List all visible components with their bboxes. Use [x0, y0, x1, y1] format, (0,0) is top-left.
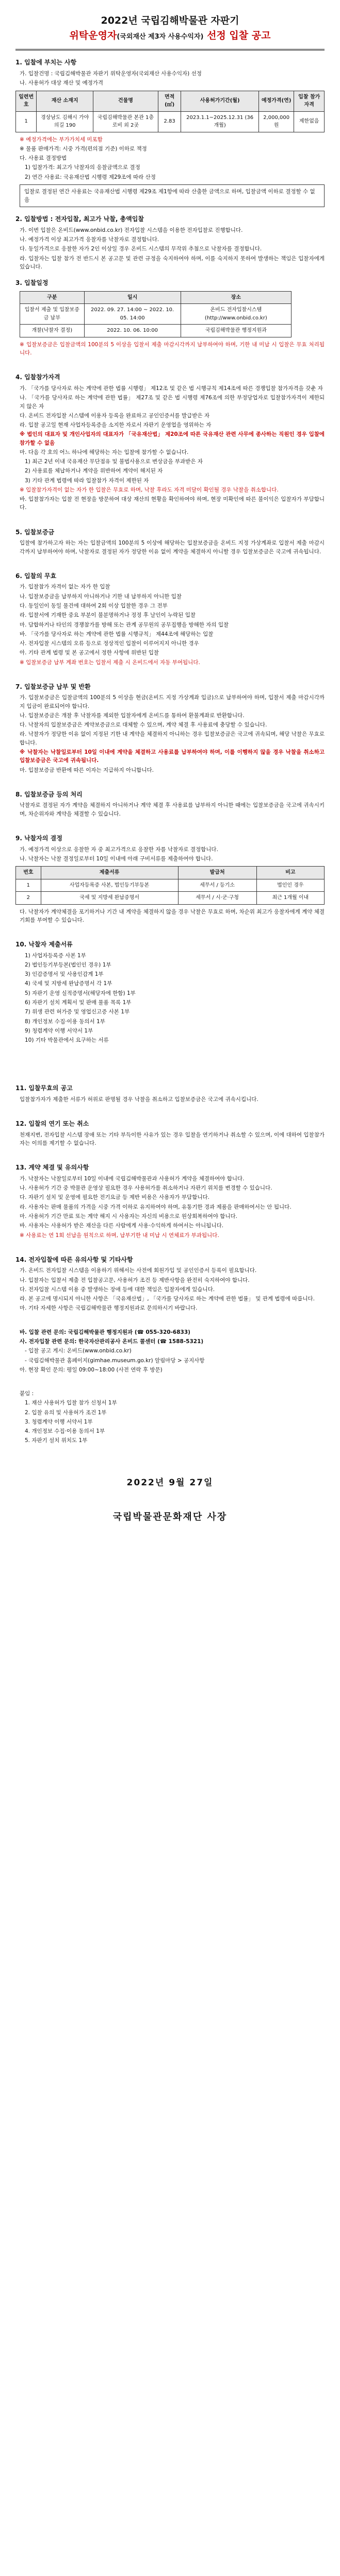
s13-item: 바. 사용자는 사용허가 받은 재산을 다른 사람에게 사용·수익하게 하여서는 아니됩니다.	[20, 1223, 224, 1229]
th-period: 사용허가기간(월)	[181, 91, 259, 111]
th: 제출서류	[41, 867, 178, 879]
title-line2	[15, 29, 325, 42]
s1-p2: 나. 사용허가 대상 재산 및 예정가격	[20, 80, 104, 87]
section-10	[15, 940, 325, 1044]
s1-p1: 가. 입찰건명 : 국립김해박물관 자판기 위탁운영자(국외재산 사용수익자) 선정	[20, 70, 202, 77]
s1-box: 입찰로 결정된 연간 사용료는 국유재산법 시행령 제29조 제1항에 따라 산출한 금액으로 하며, 입찰금액 이하로 결정할 수 없음	[20, 184, 325, 208]
section-1-heading: 1. 입찰에 부치는 사항	[15, 59, 77, 66]
s15-sub: - 국립김해박물관 홈페이지(gimhae.museum.go.kr) 알림마당 > 공지사항	[25, 1357, 205, 1364]
s4-red2: ※ 입찰참가자격이 없는 자가 한 입찰은 무효로 하며, 낙찰 후라도 자격 미달이 확인될 경우 낙찰을 취소합니다.	[20, 486, 279, 493]
section-12-heading: 12. 입찰의 연기 또는 취소	[15, 1120, 89, 1128]
th: 구분	[20, 291, 85, 304]
s4-red-note: ※ 법인의 대표자 및 개인사업자의 대표자가 「국유재산법」 제20조에 따른 국유재산 관련 사무에 종사하는 직원인 경우 입찰에 참가할 수 없음	[20, 431, 325, 446]
s6-item: 다. 동일인이 동일 물건에 대하여 2회 이상 입찰한 경우 그 전부	[20, 602, 168, 609]
s4-item: 라. 입찰 공고일 현재 사업자등록증을 소지한 자로서 자판기 운영업을 영위하는 자	[20, 422, 212, 429]
documents-table	[15, 866, 325, 905]
s6-red: ※ 입찰보증금 납부 계좌 번호는 입찰서 제출 시 온비드에서 자동 부여됩니다.	[20, 659, 200, 666]
section-15	[15, 1328, 325, 1374]
s4-list: 마. 다음 각 호의 어느 하나에 해당하는 자는 입찰에 참가할 수 없습니다.	[20, 449, 189, 455]
property-table	[15, 91, 325, 132]
cell: 국립김해박물관 행정지원과	[181, 325, 291, 337]
section-5	[15, 528, 325, 556]
s10-item: 10) 기타 박물관에서 요구하는 서류	[25, 1037, 109, 1044]
s14-item: 나. 입찰자는 입찰서 제출 전 입찰공고문, 사용허가 조건 등 제반사항을 완전히 숙지하여야 합니다.	[20, 1277, 250, 1283]
s13-item: 라. 사용자는 판매 물품의 가격을 시중 가격 이하로 유지하여야 하며, 유통기한 경과 제품을 판매하여서는 안 됩니다.	[20, 1204, 292, 1210]
s6-item: 나. 입찰보증금을 납부하지 아니하거나 기한 내 납부하지 아니한 입찰	[20, 593, 182, 600]
title-line2-a: 위탁운영자	[69, 29, 117, 41]
section-4	[15, 372, 325, 512]
cell: 2,000,000원	[258, 111, 294, 132]
s13-item: 나. 사용허가 기간 중 박물관 운영상 필요한 경우 사용허가를 취소하거나 자판기 위치를 변경할 수 있습니다.	[20, 1185, 272, 1192]
cell: 제한없음	[294, 111, 325, 132]
s10-item: 8) 개인정보 수집·이용 동의서 1부	[25, 1018, 105, 1025]
section-3	[15, 278, 325, 357]
s4-list: 2) 사용료를 체납하거나 계약을 위반하여 계약이 해지된 자	[25, 468, 163, 474]
s7-tail: 마. 입찰보증금 반환에 따른 이자는 지급하지 아니합니다.	[20, 767, 154, 773]
s7-item: 가. 입찰보증금은 입찰금액의 100분의 5 이상을 현금(온비드 지정 가상계좌 입금)으로 납부하여야 하며, 입찰서 제출 마감시각까지 입금이 완료되어야 합니다.	[20, 694, 325, 709]
section-13-heading: 13. 계약 체결 및 유의사항	[15, 1164, 89, 1172]
attachments	[15, 1389, 325, 1445]
cell: 1	[16, 111, 37, 132]
s9-item: 가. 예정가격 이상으로 응찰한 자 중 최고가격으로 응찰한 자를 낙찰자로 결정합니다.	[20, 846, 218, 853]
s1-note-0: ※ 예정가격에는 부가가치세 미포함	[20, 136, 103, 143]
s10-item: 4) 국세 및 지방세 완납증명서 각 1부	[25, 980, 112, 987]
table-row	[16, 892, 325, 905]
s15-item: 바. 입찰 관련 문의: 국립김해박물관 행정지원과 (☎ 055-320-6833)	[20, 1329, 190, 1335]
documents-header	[16, 867, 325, 879]
s14-item: 가. 온비드 전자입찰 시스템을 이용하기 위해서는 사전에 회원가입 및 공인인증서 등록이 필요합니다.	[20, 1267, 257, 1274]
s13-red: ※ 사용료는 연 1회 선납을 원칙으로 하며, 납부기한 내 미납 시 연체료가 부과됩니다.	[20, 1232, 219, 1239]
s10-item: 9) 청렴계약 이행 서약서 1부	[25, 1027, 93, 1034]
attachments-intro: 붙임 :	[20, 1391, 34, 1397]
th-area: 면적(㎡)	[158, 91, 181, 111]
section-11-heading: 11. 입찰무효의 공고	[15, 1084, 73, 1092]
s15-sub: - 입찰 공고 게시: 온비드(www.onbid.co.kr)	[25, 1348, 132, 1354]
s1-note-3: 1) 입찰가격: 최고가 낙찰자의 응찰금액으로 결정	[25, 164, 140, 171]
cell: 사업자등록증 사본, 법인등기부등본	[41, 879, 178, 892]
section-11	[15, 1083, 325, 1104]
s14-item: 마. 기타 자세한 사항은 국립김해박물관 행정지원과로 문의하시기 바랍니다.	[20, 1305, 198, 1312]
cell: 2	[16, 892, 41, 905]
s3-note: ※ 입찰보증금은 입찰금액의 100분의 5 이상을 입찰서 제출 마감시각까지 납부하여야 하며, 기한 내 미납 시 입찰은 무효 처리됩니다.	[20, 341, 325, 357]
cell: 1	[16, 879, 41, 892]
section-10-heading: 10. 낙찰자 제출서류	[15, 941, 73, 948]
s12-body: 천재지변, 전자입찰 시스템 장애 또는 기타 부득이한 사유가 있는 경우 입찰을 연기하거나 취소할 수 있으며, 이에 대하여 입찰참가자는 이의를 제기할 수 없습니다.	[20, 1131, 325, 1147]
attachment-item: 2. 입찰 유의 및 사용허가 조건 1부	[25, 1409, 107, 1416]
th-eligibility: 입찰 참가 자격	[294, 91, 325, 111]
s13-item: 가. 낙찰자는 낙찰일로부터 10일 이내에 국립김해박물관과 사용허가 계약을 체결하여야 합니다.	[20, 1175, 245, 1182]
s2-item: 가. 이번 입찰은 온비드(www.onbid.co.kr) 전자입찰 시스템을 이용한 전자입찰로 진행합니다.	[20, 227, 243, 233]
cell: 국세 및 지방세 완납증명서	[41, 892, 178, 905]
attachment-item: 1. 재산 사용허가 입찰 참가 신청서 1부	[25, 1400, 117, 1406]
section-5-heading: 5. 입찰보증금	[15, 528, 55, 536]
section-9-heading: 9. 낙찰자의 결정	[15, 834, 62, 842]
cell: 법인인 경우	[256, 879, 324, 892]
section-3-heading: 3. 입찰일정	[15, 279, 48, 287]
s9-item: 나. 낙찰자는 낙찰 결정일로부터 10일 이내에 아래 구비서류를 제출하여야 합니다.	[20, 855, 213, 862]
section-14	[15, 1255, 325, 1313]
property-table-header	[16, 91, 325, 111]
th: 발급처	[178, 867, 256, 879]
section-8	[15, 790, 325, 818]
s6-item: 아. 기타 관계 법령 및 본 공고에서 정한 사항에 위반된 입찰	[20, 650, 159, 656]
s4-list: 3) 기타 관계 법령에 따라 입찰참가 자격이 제한된 자	[25, 477, 149, 484]
s15-item: 사. 전자입찰 관련 문의: 한국자산관리공사 온비드 콜센터 (☎ 1588-5321)	[20, 1338, 204, 1345]
s4-item: 가. 「국가를 당사자로 하는 계약에 관한 법률 시행령」 제12조 및 같은 법 시행규칙 제14조에 따른 경쟁입찰 참가자격을 갖춘 자	[20, 385, 323, 392]
section-13	[15, 1163, 325, 1239]
s6-item: 마. 담합하거나 타인의 경쟁참가를 방해 또는 관계 공무원의 공무집행을 방해한 자의 입찰	[20, 621, 229, 628]
s1-note-2: 다. 사용료 결정방법	[20, 155, 67, 162]
s2-item: 나. 예정가격 이상 최고가격 응찰자를 낙찰자로 결정합니다.	[20, 236, 159, 243]
schedule-header	[20, 291, 292, 304]
section-6	[15, 571, 325, 667]
cell: 세무서 / 등기소	[178, 879, 256, 892]
table-row	[20, 304, 292, 325]
s10-item: 3) 인감증명서 및 사용인감계 1부	[25, 971, 104, 978]
s6-item: 바. 「국가를 당사자로 하는 계약에 관한 법률 시행규칙」 제44조에 해당하는 입찰	[20, 631, 214, 637]
s8-body: 낙찰자로 결정된 자가 계약을 체결하지 아니하거나 계약 체결 후 사용료를 납부하지 아니한 때에는 입찰보증금을 국고에 귀속시키며, 차순위자와 계약을 체결할 수 있습니다.	[20, 802, 325, 817]
s2-item: 다. 동일가격으로 응찰한 자가 2인 이상일 경우 온비드 시스템의 무작위 추첨으로 낙찰자를 결정합니다.	[20, 246, 262, 252]
s1-note-1: ※ 물품 판매가격: 시중 가격(편의점 기준) 이하로 책정	[20, 145, 147, 152]
s13-item: 다. 자판기 설치 및 운영에 필요한 전기요금 등 제반 비용은 사용자가 부담합니다.	[20, 1194, 209, 1201]
s15-item: 아. 현장 확인 문의: 평일 09:00~18:00 (사전 연락 후 방문)	[20, 1366, 163, 1373]
section-8-heading: 8. 입찰보증금 등의 처리	[15, 790, 83, 798]
section-7-heading: 7. 입찰보증금 납부 및 반환	[15, 683, 91, 690]
cell: 2.83	[158, 111, 181, 132]
th: 일시	[84, 291, 181, 304]
cell: 2023.1.1~2025.12.31 (36개월)	[181, 111, 259, 132]
s4-list: 1) 최근 2년 이내 국유재산 무단점유 및 불법사용으로 변상금을 부과받은 자	[25, 459, 203, 465]
th: 번호	[16, 867, 41, 879]
s4-item: 나. 「국가를 당사자로 하는 계약에 관한 법률」 제27조 및 같은 법 시행령 제76조에 의한 부정당업자로 입찰참가자격이 제한되지 않은 자	[20, 395, 325, 410]
th: 장소	[181, 291, 291, 304]
cell: 2022. 09. 27. 14:00 ~ 2022. 10. 05. 14:00	[84, 304, 181, 325]
th: 비고	[256, 867, 324, 879]
section-9	[15, 834, 325, 924]
s6-item: 가. 입찰참가 자격이 없는 자가 한 입찰	[20, 584, 110, 590]
s2-item: 라. 입찰자는 입찰 참가 전 반드시 본 공고문 및 관련 규정을 숙지하여야 하며, 이를 숙지하지 못하여 발생하는 책임은 입찰자에게 있습니다.	[20, 255, 325, 270]
s7-item: 나. 입찰보증금은 개찰 후 낙찰자를 제외한 입찰자에게 온비드를 통하여 환불계좌로 반환합니다.	[20, 712, 245, 719]
notice-title	[15, 0, 325, 42]
section-2	[15, 214, 325, 271]
s6-item: 사. 전자입찰 시스템의 오류 등으로 정상적인 입찰이 이루어지지 아니한 경우	[20, 640, 199, 647]
title-line2-b: (국외재산 제3자 사용수익자)	[117, 32, 204, 41]
cell: 입찰서 제출 및 입찰보증금 납부	[20, 304, 85, 325]
th-no: 일련번호	[16, 91, 37, 111]
s7-item: 다. 낙찰자의 입찰보증금은 계약보증금으로 대체할 수 있으며, 계약 체결 후 사용료에 충당할 수 있습니다.	[20, 722, 267, 728]
s5-body: 입찰에 참가하고자 하는 자는 입찰금액의 100분의 5 이상에 해당하는 입찰보증금을 온비드 지정 가상계좌로 입찰서 제출 마감시각까지 납부하여야 하며, 낙찰자로 결정된 자가 정당한 이유 없이 계약을 체결하지 아니할 경우 입찰보증금은 국고에 귀속됩니다.	[20, 540, 325, 555]
section-14-heading: 14. 전자입찰에 따른 유의사항 및 기타사항	[15, 1256, 133, 1263]
cell: 세무서 / 시·군·구청	[178, 892, 256, 905]
s10-item: 7) 위생 관련 허가증 및 영업신고증 사본 1부	[25, 1009, 130, 1015]
table-row	[16, 879, 325, 892]
title-line2-c: 선정 입찰 공고	[207, 29, 271, 41]
notice-signer: 국립박물관문화재단 사장	[112, 1511, 228, 1522]
cell: 2022. 10. 06. 10:00	[84, 325, 181, 337]
s1-note-4: 2) 연간 사용료: 국유재산법 시행령 제29조에 따라 산정	[25, 174, 156, 180]
section-4-heading: 4. 입찰참가자격	[15, 374, 60, 381]
s11-body: 입찰참가자가 제출한 서류가 허위로 판명될 경우 낙찰을 취소하고 입찰보증금은 국고에 귀속시킵니다.	[20, 1096, 258, 1103]
s10-item: 5) 자판기 운영 실적증명서(해당자에 한함) 1부	[25, 990, 136, 996]
section-2-heading: 2. 입찰방법 : 전자입찰, 최고가 낙찰, 총액입찰	[15, 215, 144, 223]
s6-item: 라. 입찰서에 기재한 중요 부분이 불분명하거나 정정 후 날인이 누락된 입찰	[20, 612, 196, 619]
attachment-item: 5. 자판기 설치 위치도 1부	[25, 1437, 88, 1444]
s10-item: 2) 법인등기부등본(법인인 경우) 1부	[25, 961, 111, 968]
title-divider	[15, 49, 325, 50]
cell: 개찰(낙찰자 결정)	[20, 325, 85, 337]
s13-item: 마. 사용허가 기간 만료 또는 계약 해지 시 사용자는 자신의 비용으로 원상회복하여야 합니다.	[20, 1213, 238, 1219]
s14-item: 라. 본 공고에 명시되지 아니한 사항은 「국유재산법」, 「국가를 당사자로 하는 계약에 관한 법률」 및 관계 법령에 따릅니다.	[20, 1296, 315, 1302]
schedule-table	[20, 291, 292, 337]
attachment-item: 4. 개인정보 수집·이용 동의서 1부	[25, 1428, 105, 1435]
s4-tail: 바. 입찰참가자는 입찰 전 현장을 방문하여 대상 재산의 현황을 확인하여야 하며, 현장 미확인에 따른 불이익은 입찰자가 부담합니다.	[20, 496, 325, 511]
section-7	[15, 682, 325, 774]
cell: 경상남도 김해시 가야의길 190	[37, 111, 93, 132]
section-12	[15, 1119, 325, 1147]
cell: 최근 1개월 이내	[256, 892, 324, 905]
cell: 국립김해박물관 본관 1층 로비 외 2곳	[93, 111, 158, 132]
s10-item: 6) 자판기 설치 계획서 및 판매 물품 목록 1부	[25, 999, 132, 1006]
s7-red: ※ 낙찰자는 낙찰일로부터 10일 이내에 계약을 체결하고 사용료를 납부하여야 하며, 이를 이행하지 않을 경우 낙찰을 취소하고 입찰보증금은 국고에 귀속됩니다.	[20, 749, 325, 764]
attachment-item: 3. 청렴계약 이행 서약서 1부	[25, 1418, 93, 1425]
s9-note: 다. 낙찰자가 계약체결을 포기하거나 기간 내 계약을 체결하지 않을 경우 낙찰은 무효로 하며, 차순위 최고가 응찰자에게 계약 체결 기회를 부여할 수 있습니다.	[20, 908, 325, 923]
s7-item: 라. 낙찰자가 정당한 이유 없이 지정된 기한 내 계약을 체결하지 아니하는 경우 입찰보증금은 국고에 귀속되며, 해당 낙찰은 무효로 합니다.	[20, 731, 325, 746]
s4-item: 다. 온비드 전자입찰 시스템에 이용자 등록을 완료하고 공인인증서를 발급받은 자	[20, 412, 210, 419]
s14-item: 다. 전자입찰 시스템 이용 중 발생하는 장애 등에 대한 책임은 입찰자에게 있습니다.	[20, 1286, 215, 1293]
table-row	[20, 325, 292, 337]
title-line1: 2022년 국립김해박물관 자판기	[101, 15, 239, 26]
th-building: 건물명	[93, 91, 158, 111]
notice-date: 2022년 9월 27일	[126, 1477, 214, 1488]
table-row	[16, 111, 325, 132]
th-location: 재산 소재지	[37, 91, 93, 111]
cell: 온비드 전자입찰시스템 (http://www.onbid.co.kr)	[181, 304, 291, 325]
section-1	[15, 58, 325, 207]
section-6-heading: 6. 입찰의 무효	[15, 572, 57, 580]
th-price: 예정가격(연)	[258, 91, 294, 111]
s10-item: 1) 사업자등록증 사본 1부	[25, 952, 86, 959]
